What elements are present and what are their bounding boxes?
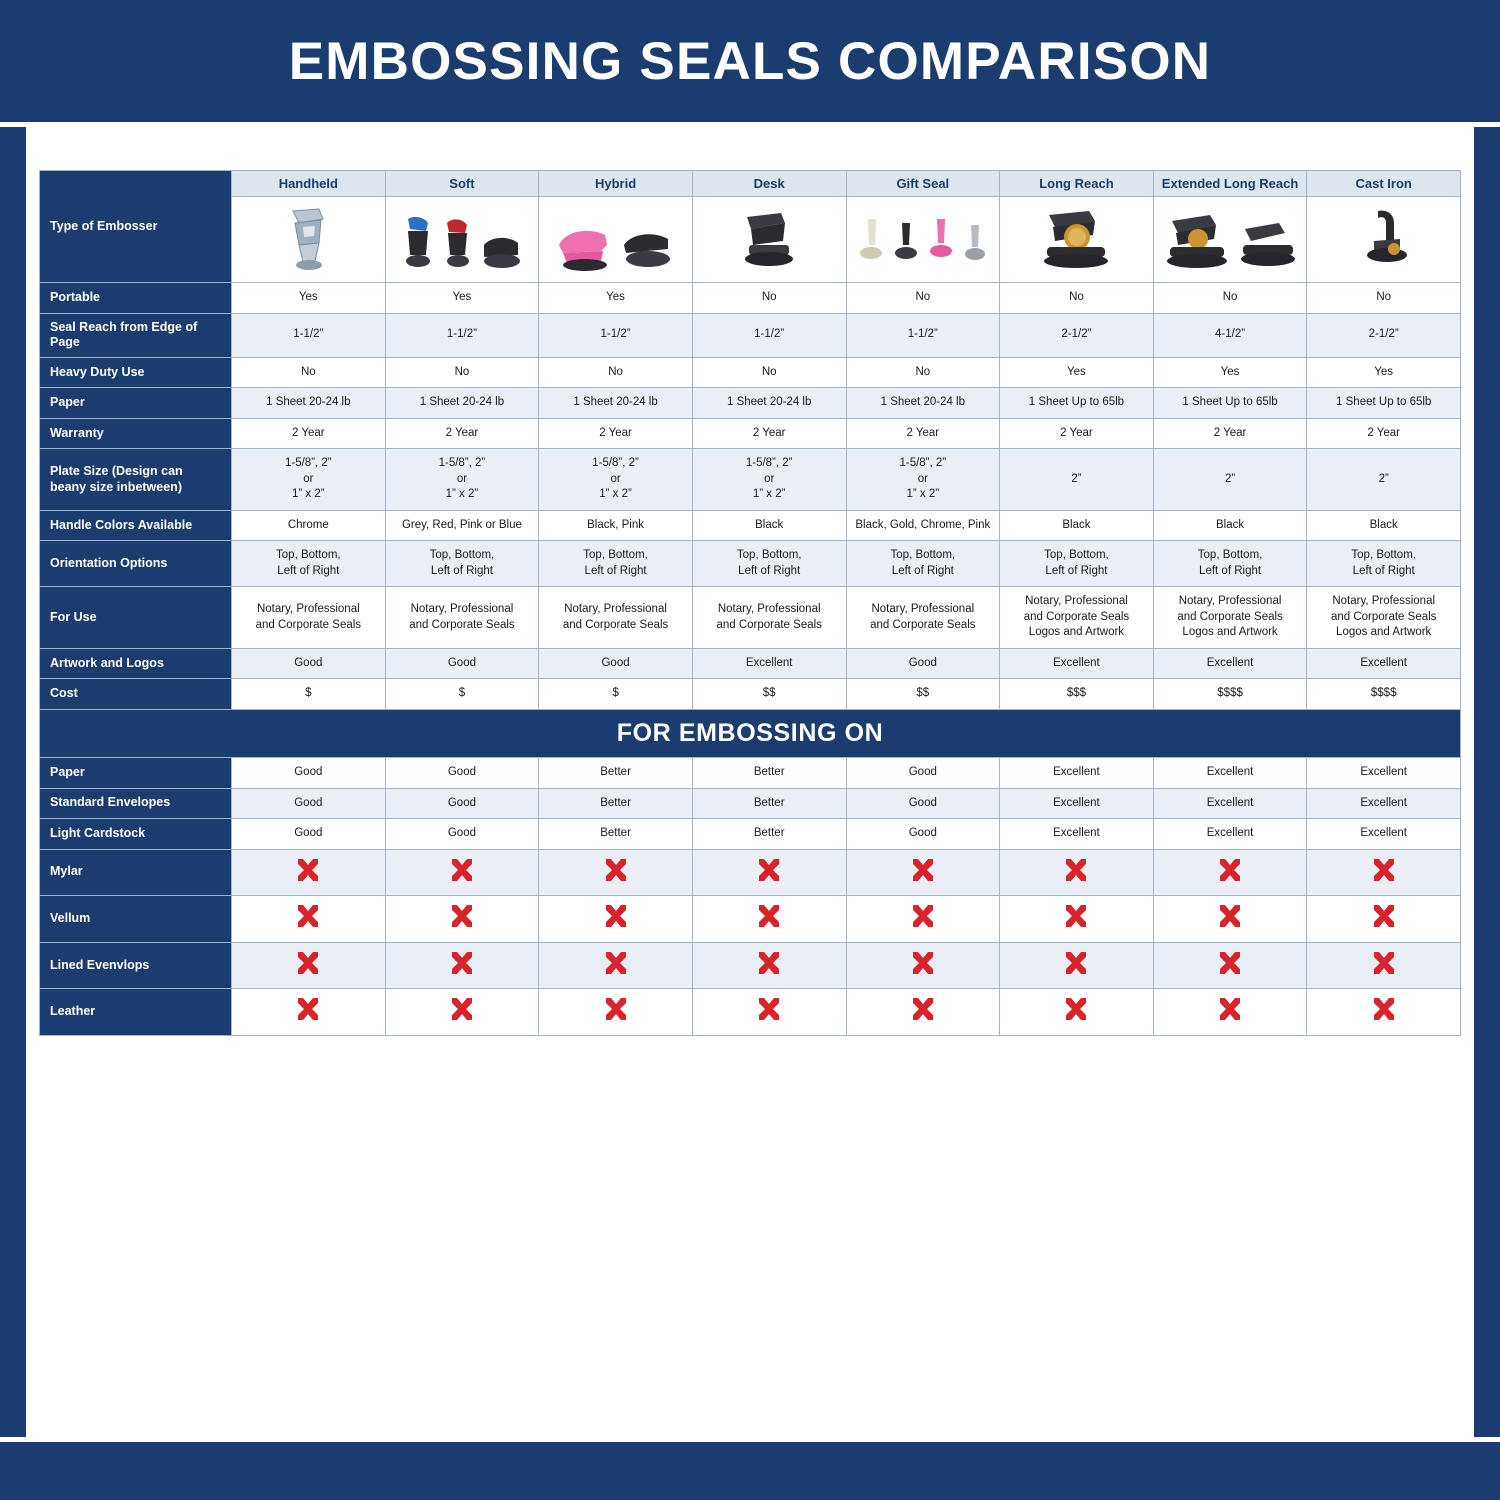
spec-cell: 1-1/2” — [692, 313, 846, 357]
spec-cell: 1-1/2” — [539, 313, 693, 357]
corner-label: Type of Embosser — [40, 171, 232, 283]
hybrid-embosser-icon — [555, 201, 676, 273]
spec-cell: Black, Gold, Chrome, Pink — [846, 510, 1000, 541]
embossing-cell: Good — [232, 757, 386, 788]
spec-cell: 4-1/2” — [1153, 313, 1307, 357]
x-mark-icon — [449, 903, 475, 929]
table-container — [26, 127, 1474, 1036]
spec-cell: Black — [692, 510, 846, 541]
spec-cell: Top, Bottom, Left of Right — [232, 541, 386, 587]
embossing-label: Light Cardstock — [40, 819, 232, 850]
embossing-cell — [1307, 942, 1461, 989]
embossing-cell: Excellent — [1000, 757, 1154, 788]
spec-cell: No — [385, 357, 539, 388]
embossing-label: Standard Envelopes — [40, 788, 232, 819]
embossing-cell: Good — [385, 819, 539, 850]
page-title: EMBOSSING SEALS COMPARISON — [288, 31, 1212, 91]
table-image-row — [40, 197, 1461, 283]
spec-cell: 1 Sheet Up to 65lb — [1000, 388, 1154, 419]
embossing-cell: Good — [846, 819, 1000, 850]
spec-label: Portable — [40, 283, 232, 314]
spec-label: For Use — [40, 587, 232, 649]
x-mark-icon — [1217, 950, 1243, 976]
embosser-image-cell-0 — [232, 197, 386, 283]
spec-cell: No — [539, 357, 693, 388]
spec-label: Seal Reach from Edge of Page — [40, 313, 232, 357]
spec-cell: No — [1153, 283, 1307, 314]
embossing-row — [40, 849, 1461, 896]
spec-cell: 1-5/8”, 2” or 1” x 2” — [692, 449, 846, 511]
column-header-4: Gift Seal — [846, 171, 1000, 197]
column-header-0: Handheld — [232, 171, 386, 197]
spec-cell: 1 Sheet Up to 65lb — [1307, 388, 1461, 419]
x-mark-icon — [910, 996, 936, 1022]
x-mark-icon — [295, 996, 321, 1022]
spec-cell: 1-5/8”, 2” or 1” x 2” — [232, 449, 386, 511]
embossing-cell: Better — [692, 819, 846, 850]
spec-cell: Yes — [1153, 357, 1307, 388]
table-header-row — [40, 171, 1461, 197]
spec-cell: No — [232, 357, 386, 388]
spec-cell: 1 Sheet 20-24 lb — [539, 388, 693, 419]
x-mark-icon — [1371, 950, 1397, 976]
spec-row — [40, 357, 1461, 388]
embossing-cell — [1153, 989, 1307, 1036]
spec-row — [40, 587, 1461, 649]
embossing-cell — [846, 989, 1000, 1036]
spec-row — [40, 313, 1461, 357]
x-mark-icon — [603, 996, 629, 1022]
spec-cell: Black, Pink — [539, 510, 693, 541]
spec-cell: Top, Bottom, Left of Right — [1153, 541, 1307, 587]
embossing-cell: Good — [846, 788, 1000, 819]
x-mark-icon — [1217, 857, 1243, 883]
spec-cell: 2 Year — [846, 418, 1000, 449]
embossing-label: Leather — [40, 989, 232, 1036]
x-mark-icon — [1371, 903, 1397, 929]
embossing-cell — [1153, 849, 1307, 896]
embosser-image-cell-6 — [1153, 197, 1307, 283]
spec-cell: 2-1/2” — [1000, 313, 1154, 357]
x-mark-icon — [1063, 903, 1089, 929]
extended-long-reach-embosser-icon — [1162, 201, 1299, 273]
spec-cell: Top, Bottom, Left of Right — [1307, 541, 1461, 587]
embossing-cell: Better — [539, 757, 693, 788]
spec-cell: 2 Year — [1307, 418, 1461, 449]
spec-row — [40, 679, 1461, 710]
spec-cell: 2 Year — [232, 418, 386, 449]
spec-cell: Notary, Professional and Corporate Seals Logos and Artwork — [1307, 587, 1461, 649]
spec-cell: Good — [539, 648, 693, 679]
spec-cell: Excellent — [1307, 648, 1461, 679]
spec-label: Cost — [40, 679, 232, 710]
spec-cell: 2 Year — [1153, 418, 1307, 449]
spec-cell: Notary, Professional and Corporate Seals — [385, 587, 539, 649]
embossing-cell: Good — [846, 757, 1000, 788]
x-mark-icon — [756, 950, 782, 976]
handheld-embosser-icon — [279, 201, 337, 273]
embossing-row — [40, 989, 1461, 1036]
embossing-cell: Good — [385, 757, 539, 788]
x-mark-icon — [1063, 857, 1089, 883]
embossing-cell — [539, 989, 693, 1036]
spec-cell: Yes — [539, 283, 693, 314]
spec-label: Artwork and Logos — [40, 648, 232, 679]
embossing-cell — [1000, 989, 1154, 1036]
x-mark-icon — [603, 903, 629, 929]
spec-cell: $ — [385, 679, 539, 710]
soft-embosser-icon — [400, 201, 524, 273]
spec-cell: Notary, Professional and Corporate Seals Logos and Artwork — [1000, 587, 1154, 649]
spec-row — [40, 510, 1461, 541]
embosser-image-cell-3 — [692, 197, 846, 283]
embossing-cell: Better — [539, 788, 693, 819]
embossing-label: Lined Evenvlops — [40, 942, 232, 989]
embosser-image-cell-4 — [846, 197, 1000, 283]
embossing-row — [40, 896, 1461, 943]
embossing-cell: Excellent — [1153, 788, 1307, 819]
embossing-cell — [539, 942, 693, 989]
x-mark-icon — [756, 857, 782, 883]
embossing-cell — [846, 942, 1000, 989]
x-mark-icon — [295, 857, 321, 883]
x-mark-icon — [1217, 996, 1243, 1022]
spec-row — [40, 541, 1461, 587]
long-reach-embosser-icon — [1031, 201, 1121, 273]
spec-cell: Chrome — [232, 510, 386, 541]
x-mark-icon — [910, 903, 936, 929]
spec-cell: 1 Sheet Up to 65lb — [1153, 388, 1307, 419]
spec-cell: Black — [1000, 510, 1154, 541]
spec-cell: Top, Bottom, Left of Right — [1000, 541, 1154, 587]
spec-row — [40, 388, 1461, 419]
spec-cell: $$ — [692, 679, 846, 710]
column-header-3: Desk — [692, 171, 846, 197]
cast-iron-embosser-icon — [1354, 201, 1414, 273]
embossing-cell: Excellent — [1153, 757, 1307, 788]
spec-row — [40, 449, 1461, 511]
spec-cell: Notary, Professional and Corporate Seals — [539, 587, 693, 649]
x-mark-icon — [449, 996, 475, 1022]
embossing-cell — [539, 849, 693, 896]
embossing-cell — [232, 849, 386, 896]
spec-cell: Grey, Red, Pink or Blue — [385, 510, 539, 541]
spec-label: Plate Size (Design can beany size inbetween) — [40, 449, 232, 511]
x-mark-icon — [910, 950, 936, 976]
column-header-2: Hybrid — [539, 171, 693, 197]
embossing-cell: Good — [385, 788, 539, 819]
embossing-cell — [385, 849, 539, 896]
spec-cell: Yes — [1307, 357, 1461, 388]
spec-cell: Excellent — [1153, 648, 1307, 679]
spec-cell: 1-1/2” — [232, 313, 386, 357]
x-mark-icon — [449, 857, 475, 883]
section-band-label: FOR EMBOSSING ON — [40, 709, 1461, 757]
spec-label: Heavy Duty Use — [40, 357, 232, 388]
spec-cell: $$ — [846, 679, 1000, 710]
spec-cell: $ — [539, 679, 693, 710]
embossing-cell: Excellent — [1307, 757, 1461, 788]
embossing-cell — [1000, 942, 1154, 989]
embossing-cell — [232, 896, 386, 943]
spec-cell: Top, Bottom, Left of Right — [846, 541, 1000, 587]
spec-cell: 1-1/2” — [385, 313, 539, 357]
embossing-cell — [846, 849, 1000, 896]
embossing-cell: Excellent — [1000, 819, 1154, 850]
spec-cell: Good — [232, 648, 386, 679]
x-mark-icon — [1063, 950, 1089, 976]
embosser-image-cell-2 — [539, 197, 693, 283]
spec-cell: 1-5/8”, 2” or 1” x 2” — [385, 449, 539, 511]
embossing-cell — [1307, 896, 1461, 943]
embossing-row — [40, 757, 1461, 788]
spec-cell: No — [1000, 283, 1154, 314]
spec-cell: Top, Bottom, Left of Right — [692, 541, 846, 587]
spec-cell: 1-1/2” — [846, 313, 1000, 357]
spec-cell: Yes — [385, 283, 539, 314]
embossing-cell — [1153, 896, 1307, 943]
spec-cell: Good — [846, 648, 1000, 679]
embossing-cell: Better — [692, 757, 846, 788]
embossing-cell — [1000, 896, 1154, 943]
spec-cell: No — [846, 357, 1000, 388]
spec-cell: 1 Sheet 20-24 lb — [692, 388, 846, 419]
x-mark-icon — [603, 857, 629, 883]
spec-label: Handle Colors Available — [40, 510, 232, 541]
spec-cell: 1 Sheet 20-24 lb — [232, 388, 386, 419]
column-header-5: Long Reach — [1000, 171, 1154, 197]
embossing-cell — [385, 942, 539, 989]
spec-cell: 2 Year — [539, 418, 693, 449]
spec-cell: No — [692, 357, 846, 388]
spec-cell: Notary, Professional and Corporate Seals — [846, 587, 1000, 649]
comparison-table — [39, 170, 1461, 1036]
embossing-cell — [692, 849, 846, 896]
desk-embosser-icon — [737, 201, 801, 273]
spec-cell: 2 Year — [1000, 418, 1154, 449]
embossing-cell — [692, 942, 846, 989]
embossing-cell: Better — [539, 819, 693, 850]
spec-cell: Top, Bottom, Left of Right — [539, 541, 693, 587]
spec-cell: Black — [1307, 510, 1461, 541]
embossing-cell — [232, 942, 386, 989]
spec-cell: Notary, Professional and Corporate Seals Logos and Artwork — [1153, 587, 1307, 649]
embossing-cell: Excellent — [1153, 819, 1307, 850]
spec-cell: Black — [1153, 510, 1307, 541]
x-mark-icon — [603, 950, 629, 976]
spec-cell: 2-1/2” — [1307, 313, 1461, 357]
x-mark-icon — [1371, 857, 1397, 883]
spec-cell: 2” — [1307, 449, 1461, 511]
spec-cell: Excellent — [1000, 648, 1154, 679]
embossing-cell: Good — [232, 788, 386, 819]
embossing-cell — [232, 989, 386, 1036]
embossing-cell: Good — [232, 819, 386, 850]
embossing-cell: Excellent — [1307, 788, 1461, 819]
column-header-1: Soft — [385, 171, 539, 197]
spec-cell: 1-5/8”, 2” or 1” x 2” — [539, 449, 693, 511]
spec-label: Warranty — [40, 418, 232, 449]
spec-cell: Top, Bottom, Left of Right — [385, 541, 539, 587]
spec-cell: $$$$ — [1307, 679, 1461, 710]
embossing-cell — [1307, 849, 1461, 896]
embossing-cell — [539, 896, 693, 943]
gift-seal-embosser-icon — [856, 201, 989, 273]
spec-cell: $$$ — [1000, 679, 1154, 710]
section-band-row — [40, 709, 1461, 757]
spec-cell: $ — [232, 679, 386, 710]
spec-cell: No — [846, 283, 1000, 314]
embosser-image-cell-7 — [1307, 197, 1461, 283]
x-mark-icon — [756, 996, 782, 1022]
spec-cell: Yes — [232, 283, 386, 314]
spec-cell: 2 Year — [692, 418, 846, 449]
embossing-cell — [1307, 989, 1461, 1036]
spec-row — [40, 648, 1461, 679]
column-header-6: Extended Long Reach — [1153, 171, 1307, 197]
spec-cell: 1 Sheet 20-24 lb — [846, 388, 1000, 419]
spec-row — [40, 418, 1461, 449]
x-mark-icon — [756, 903, 782, 929]
spec-cell: 2” — [1153, 449, 1307, 511]
footer-band — [0, 1442, 1500, 1500]
embossing-cell: Excellent — [1000, 788, 1154, 819]
spec-label: Orientation Options — [40, 541, 232, 587]
x-mark-icon — [295, 903, 321, 929]
embossing-row — [40, 788, 1461, 819]
x-mark-icon — [1217, 903, 1243, 929]
x-mark-icon — [910, 857, 936, 883]
spec-cell: Excellent — [692, 648, 846, 679]
x-mark-icon — [1063, 996, 1089, 1022]
embossing-cell — [385, 989, 539, 1036]
embossing-cell — [692, 989, 846, 1036]
spec-cell: Notary, Professional and Corporate Seals — [232, 587, 386, 649]
x-mark-icon — [449, 950, 475, 976]
embossing-label: Mylar — [40, 849, 232, 896]
spec-cell: Good — [385, 648, 539, 679]
spec-cell: No — [1307, 283, 1461, 314]
embossing-cell: Excellent — [1307, 819, 1461, 850]
spec-cell: 2 Year — [385, 418, 539, 449]
embossing-cell — [385, 896, 539, 943]
spec-cell: 2” — [1000, 449, 1154, 511]
embossing-cell — [846, 896, 1000, 943]
embossing-row — [40, 942, 1461, 989]
embossing-cell — [692, 896, 846, 943]
embossing-cell — [1153, 942, 1307, 989]
spec-cell: No — [692, 283, 846, 314]
column-header-7: Cast Iron — [1307, 171, 1461, 197]
embossing-cell — [1000, 849, 1154, 896]
embossing-row — [40, 819, 1461, 850]
x-mark-icon — [295, 950, 321, 976]
spec-cell: 1 Sheet 20-24 lb — [385, 388, 539, 419]
spec-cell: 1-5/8”, 2” or 1” x 2” — [846, 449, 1000, 511]
embossing-label: Paper — [40, 757, 232, 788]
page-banner — [0, 0, 1500, 122]
x-mark-icon — [1371, 996, 1397, 1022]
spec-cell: $$$$ — [1153, 679, 1307, 710]
spec-row — [40, 283, 1461, 314]
embossing-label: Vellum — [40, 896, 232, 943]
embossing-cell: Better — [692, 788, 846, 819]
embosser-image-cell-1 — [385, 197, 539, 283]
embosser-image-cell-5 — [1000, 197, 1154, 283]
spec-label: Paper — [40, 388, 232, 419]
spec-cell: Notary, Professional and Corporate Seals — [692, 587, 846, 649]
spec-cell: Yes — [1000, 357, 1154, 388]
